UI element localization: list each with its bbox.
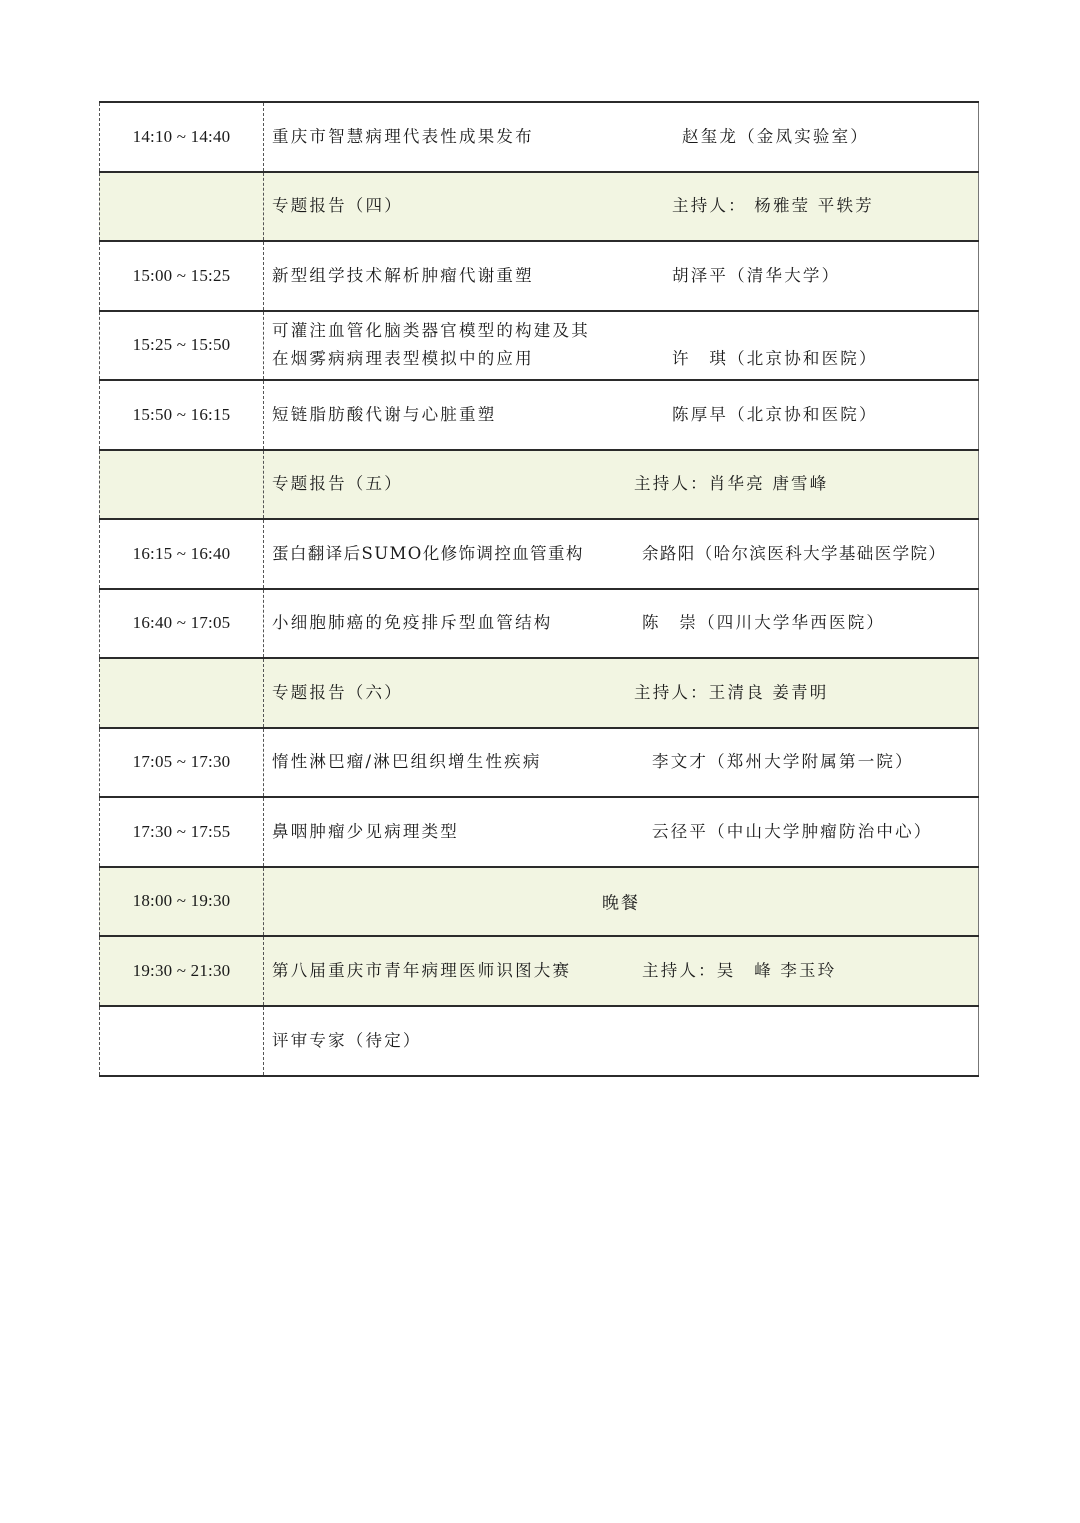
content-cell: [264, 590, 979, 658]
session-title: 蛋白翻译后SUMO化修饰调控血管重构: [272, 543, 584, 563]
content-cell: [264, 937, 979, 1005]
time-cell: 19:30 ~ 21:30: [99, 937, 264, 1005]
table-row: [99, 866, 979, 936]
time-cell: 15:00 ~ 15:25: [99, 242, 264, 310]
time-cell: 17:05 ~ 17:30: [99, 729, 264, 797]
time-cell: 14:10 ~ 14:40: [99, 103, 264, 171]
speaker: 陈 崇（四川大学华西医院）: [642, 613, 886, 633]
schedule-table: [99, 101, 979, 1077]
speaker: 余路阳（哈尔滨医科大学基础医学院）: [642, 543, 947, 563]
table-row: [99, 935, 979, 1005]
table-row: [99, 588, 979, 658]
content-cell: [264, 242, 979, 310]
time-cell: 18:00 ~ 19:30: [99, 868, 264, 936]
speaker: 许 琪（北京协和医院）: [672, 348, 878, 368]
host: 主持人：肖华亮 唐雪峰: [634, 474, 829, 494]
session-title: 鼻咽肿瘤少见病理类型: [272, 821, 459, 841]
section-title: 专题报告（六）: [272, 682, 403, 702]
content-cell: [264, 103, 979, 171]
table-row: [99, 657, 979, 727]
speaker: 胡泽平（清华大学）: [672, 265, 841, 285]
content-cell: [264, 798, 979, 866]
time-cell: 15:50 ~ 16:15: [99, 381, 264, 449]
host: 主持人：王清良 姜青明: [634, 682, 829, 702]
time-cell: 15:25 ~ 15:50: [99, 312, 264, 380]
table-row: [99, 449, 979, 519]
content-cell: [264, 381, 979, 449]
table-row: [99, 727, 979, 797]
host: 主持人：吴 峰 李玉玲: [642, 960, 837, 980]
session-title: 新型组学技术解析肿瘤代谢重塑: [272, 265, 534, 285]
content-cell: [264, 729, 979, 797]
content-cell: [264, 659, 979, 727]
speaker: 李文才（郑州大学附属第一院）: [652, 752, 914, 772]
table-row: [99, 518, 979, 588]
session-title-line2: 在烟雾病病理表型模拟中的应用: [272, 348, 534, 368]
table-row: [99, 171, 979, 241]
time-cell: [99, 173, 264, 241]
dinner-label: 晚餐: [602, 893, 640, 914]
time-cell: [99, 451, 264, 519]
judges-label: 评审专家（待定）: [272, 1030, 422, 1050]
table-row: [99, 796, 979, 866]
speaker: 云径平（中山大学肿瘤防治中心）: [652, 821, 933, 841]
speaker: 赵玺龙（金凤实验室）: [682, 126, 869, 146]
content-cell: [264, 451, 979, 519]
table-row: [99, 310, 979, 380]
content-cell: [264, 1007, 979, 1075]
session-title: 第八届重庆市青年病理医师识图大赛: [272, 960, 572, 980]
session-title: 小细胞肺癌的免疫排斥型血管结构: [272, 613, 553, 633]
session-title-line1: 可灌注血管化脑类器官模型的构建及其: [272, 320, 590, 340]
content-cell: [264, 173, 979, 241]
table-row: [99, 240, 979, 310]
time-cell: 17:30 ~ 17:55: [99, 798, 264, 866]
table-row: [99, 1005, 979, 1077]
time-cell: [99, 1007, 264, 1075]
content-cell: [264, 520, 979, 588]
time-cell: 16:15 ~ 16:40: [99, 520, 264, 588]
content-cell: [264, 868, 979, 936]
table-row: [99, 379, 979, 449]
time-cell: [99, 659, 264, 727]
host: 主持人： 杨雅莹 平轶芳: [672, 196, 874, 216]
speaker: 陈厚早（北京协和医院）: [672, 404, 878, 424]
session-title: 重庆市智慧病理代表性成果发布: [272, 126, 534, 146]
section-title: 专题报告（五）: [272, 474, 403, 494]
section-title: 专题报告（四）: [272, 196, 403, 216]
session-title: 惰性淋巴瘤/淋巴组织增生性疾病: [272, 752, 542, 772]
time-cell: 16:40 ~ 17:05: [99, 590, 264, 658]
table-row: [99, 101, 979, 171]
content-cell: [264, 312, 979, 380]
session-title: 短链脂肪酸代谢与心脏重塑: [272, 404, 497, 424]
